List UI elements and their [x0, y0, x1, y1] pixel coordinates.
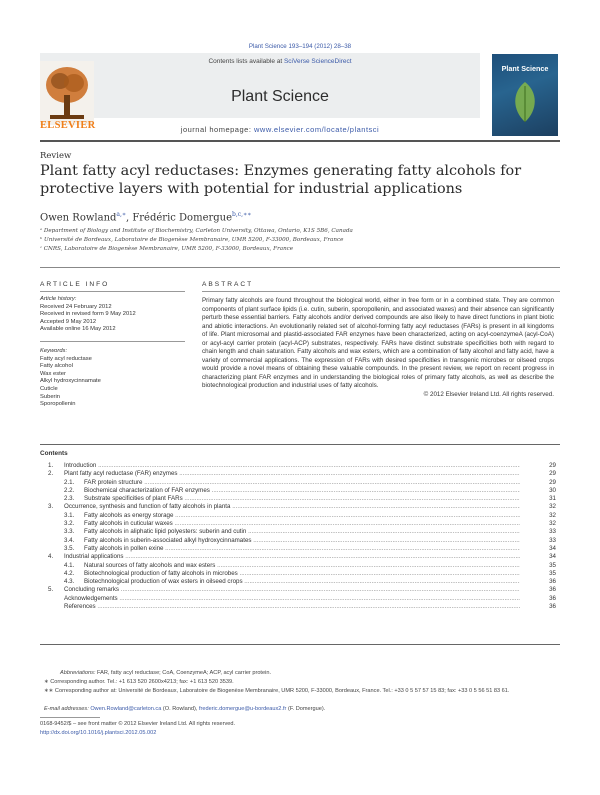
- toc-page: 34: [549, 553, 556, 561]
- toc-page: 35: [549, 569, 556, 577]
- toc-label: Industrial applications .....: [64, 553, 520, 560]
- toc-row[interactable]: [40, 562, 560, 570]
- journal-title: Plant Science: [231, 88, 329, 105]
- toc-row[interactable]: [40, 578, 560, 586]
- toc-num: 3.5.: [64, 544, 75, 552]
- toc-page: 33: [549, 536, 556, 544]
- history-revised: Received in revised form 9 May 2012: [40, 311, 136, 318]
- contents-prefix: Contents lists available at: [208, 58, 284, 65]
- toc-label: Fatty alcohols in cuticular waxes .....: [84, 520, 520, 527]
- toc-num: 3.1.: [64, 511, 75, 519]
- article-section: Review: [40, 151, 72, 161]
- keywords-rule: [40, 341, 185, 342]
- toc-page: 35: [549, 561, 556, 569]
- abstract-text: Primary fatty alcohols are found throughout the biological world, either in free form or in a combined state. They are common components of plant surface lipids (i.e. cutin, suberin, sporopollenin, and associated waxes) and their absence can significantly perturb these essential barriers. Fatty alcohols and/or derived compounds are also likely to have direct functions in plant biotic and abiotic interactions. An evolutionarily related set of alcohol-forming fatty acyl reductases (FARs) is present in all kingdoms of life. Plant microsomal and plastid-associated FAR enzymes have been characterized, acting on acyl-coenzymeA (acyl-CoA) or acyl-acyl carrier protein (acyl-ACP) substrates, respectively. FARs have distinct substrate specificities both with regard to chain length and chain saturation. Fatty alcohols and wax esters, which are a combination of fatty alcohol and fatty acid, have a variety of commercial applications. The expression of FARs with desired specificities in transgenic microbes or oilseed crops would provide a novel means of obtaining these valuable compounds. In the present review, we report on recent progress in characterizing plant FAR enzymes and in understanding the biological roles of primary fatty alcohols, as well as describe the biotechnological production and industrial uses of fatty alcohols.: [202, 297, 554, 390]
- toc-page: 29: [549, 462, 556, 469]
- toc-num: 3.3.: [64, 528, 75, 536]
- toc-row[interactable]: [40, 537, 560, 545]
- email-2-note: (F. Domergue).: [286, 706, 326, 712]
- toc-label: Introduction .....: [64, 462, 520, 469]
- contents-bottom-rule: [40, 644, 560, 645]
- author-2: Frédéric Domergue: [132, 212, 233, 224]
- journal-homepage: [130, 125, 430, 134]
- toc-label: Fatty alcohols as energy storage .....: [84, 512, 520, 519]
- toc-row[interactable]: [40, 470, 560, 478]
- journal-citation: Plant Science 193–194 (2012) 28–38: [248, 43, 352, 50]
- toc-row[interactable]: [40, 586, 560, 594]
- keyword: Sporopollenin: [40, 401, 76, 408]
- toc-row[interactable]: [40, 487, 560, 495]
- toc-row[interactable]: [40, 528, 560, 536]
- header-rule: [40, 140, 560, 142]
- toc-label: Concluding remarks .....: [64, 586, 520, 593]
- toc-label: Biotechnological production of fatty alcohols in microbes .....: [84, 570, 520, 577]
- toc-page: 36: [549, 603, 556, 611]
- toc-label: Fatty alcohols in suberin-associated alkyl hydroxycinnamates .....: [84, 537, 520, 544]
- toc-num: 2.2.: [64, 486, 75, 494]
- affiliation-b: ᵇ Université de Bordeaux, Laboratoire de Biogenèse Membranaire, UMR 5200, F-33000, Bordeaux, France: [40, 237, 344, 243]
- keyword: Alkyl hydroxycinnamate: [40, 378, 101, 385]
- toc-label: Acknowledgements .....: [64, 595, 520, 602]
- toc-page: 36: [549, 594, 556, 602]
- toc-page: 32: [549, 511, 556, 519]
- title-block-rule: [40, 267, 560, 268]
- toc-num: 4.: [48, 553, 54, 561]
- author-2-marks[interactable]: b,c,∗∗: [232, 211, 252, 218]
- email-link-rowland[interactable]: Owen.Rowland@carleton.ca: [90, 706, 162, 712]
- cover-title: Plant Science: [501, 64, 549, 73]
- doi-link[interactable]: http://dx.doi.org/10.1016/j.plantsci.2012.05.002: [40, 730, 157, 736]
- history-received: Received 24 February 2012: [40, 303, 112, 310]
- email-label: E-mail addresses:: [44, 706, 91, 712]
- abbreviations-label: Abbreviations:: [60, 670, 96, 676]
- toc-label: Biochemical characterization of FAR enzymes .....: [84, 487, 520, 494]
- keywords-label: Keywords:: [40, 348, 68, 354]
- keyword: Suberin: [40, 393, 60, 400]
- corresponding-author-1: ∗ Corresponding author. Tel.: +1 613 520 2600x4213; fax: +1 613 520 3539.: [44, 679, 234, 685]
- history-accepted: Accepted 9 May 2012: [40, 318, 97, 325]
- copyright-notice: © 2012 Elsevier Ireland Ltd. All rights reserved.: [423, 391, 554, 399]
- toc-page: 33: [549, 528, 556, 536]
- affiliation-a: ᵃ Department of Biology and Institute of Biochemistry, Carleton University, Ottawa, Ontario, K1S 5B6, Canada: [40, 228, 353, 234]
- abstract-rule: [202, 291, 560, 292]
- toc-num: 2.1.: [64, 478, 75, 486]
- toc-num: 3.4.: [64, 536, 75, 544]
- toc-label: Occurrence, synthesis and function of fatty alcohols in planta .....: [64, 503, 520, 510]
- toc-num: 4.3.: [64, 578, 75, 586]
- toc-num: 5.: [48, 586, 54, 594]
- author-1-marks[interactable]: a,∗: [116, 211, 126, 218]
- elsevier-tree-logo: [40, 57, 94, 129]
- toc-row[interactable]: [40, 503, 560, 511]
- toc-row[interactable]: [40, 545, 560, 553]
- abbreviations-text: FAR, fatty acyl reductase; CoA, CoenzymeA; ACP, acyl carrier protein.: [95, 670, 272, 676]
- publisher-name: ELSEVIER: [40, 120, 96, 131]
- history-label: Article history:: [40, 296, 77, 302]
- toc-label: FAR protein structure .....: [84, 479, 520, 486]
- toc-num: 2.3.: [64, 495, 75, 503]
- toc-row[interactable]: [40, 495, 560, 503]
- abstract-body: [202, 297, 554, 400]
- toc-label: Fatty alcohols in pollen exine .....: [84, 545, 520, 552]
- abstract-heading: ABSTRACT: [202, 281, 254, 288]
- toc-row[interactable]: [40, 520, 560, 528]
- contents-top-rule: [40, 444, 560, 445]
- toc-page: 36: [549, 586, 556, 594]
- toc-row[interactable]: [40, 479, 560, 487]
- toc-label: Fatty alcohols in aliphatic lipid polyesters: suberin and cutin .....: [84, 528, 520, 535]
- history-online: Available online 16 May 2012: [40, 326, 116, 333]
- toc-row[interactable]: [40, 512, 560, 520]
- author-list: [40, 211, 251, 223]
- author-separator: ,: [125, 212, 133, 224]
- toc-label: Substrate specificities of plant FARs .....: [84, 495, 520, 502]
- email-link-domergue[interactable]: frederic.domergue@u-bordeaux2.fr: [198, 706, 287, 712]
- toc-label: References .....: [64, 603, 520, 610]
- homepage-url[interactable]: www.elsevier.com/locate/plantsci: [254, 125, 380, 134]
- toc-page: 31: [549, 495, 556, 503]
- toc-row[interactable]: [40, 462, 560, 470]
- doi-line: [40, 730, 156, 736]
- toc-num: 3.: [48, 503, 54, 511]
- article-info-rule: [40, 291, 185, 292]
- email-1-note: (O. Rowland),: [161, 706, 199, 712]
- abbreviations-note: [60, 670, 271, 676]
- toc-num: 1.: [48, 462, 54, 469]
- toc-row[interactable]: [40, 553, 560, 561]
- toc-page: 29: [549, 478, 556, 486]
- contents-heading: Contents: [40, 450, 68, 457]
- affiliation-c: ᶜ CNRS, Laboratoire de Biogenèse Membranaire, UMR 5200, F-33000, Bordeaux, France: [40, 246, 294, 252]
- article-title: Plant fatty acyl reductases: Enzymes generating fatty alcohols for protective layers with potential for industrial applications: [40, 163, 522, 197]
- homepage-prefix: journal homepage:: [180, 125, 254, 134]
- toc-num: 2.: [48, 470, 54, 478]
- toc-page: 32: [549, 520, 556, 528]
- toc-row[interactable]: [40, 603, 560, 611]
- toc-row[interactable]: [40, 595, 560, 603]
- toc-label: Natural sources of fatty alcohols and wax esters .....: [84, 562, 520, 569]
- toc-page: 32: [549, 503, 556, 511]
- corresponding-author-2: ∗∗ Corresponding author at: Université de Bordeaux, Laboratoire de Biogenèse Membranaire, UMR 5200, F-33000, Bordeaux, France. Tel.: +33 0 5 57 57 15 83; fax: +33 0 5 56 51 83 61.: [44, 688, 510, 694]
- toc-num: 3.2.: [64, 520, 75, 528]
- toc-page: 34: [549, 544, 556, 552]
- sciencedirect-link[interactable]: SciVerse ScienceDirect: [283, 58, 352, 65]
- toc-page: 36: [549, 578, 556, 586]
- keyword: Wax ester: [40, 370, 66, 377]
- keyword: Cuticle: [40, 385, 58, 392]
- toc-num: 4.2.: [64, 569, 75, 577]
- footnote-rule: [40, 717, 100, 718]
- keyword: Fatty acyl reductase: [40, 355, 92, 362]
- article-history: [40, 296, 190, 334]
- toc-label: Plant fatty acyl reductase (FAR) enzymes .....: [64, 470, 520, 477]
- keyword: Fatty alcohol: [40, 363, 73, 370]
- article-info-heading: ARTICLE INFO: [40, 281, 110, 288]
- toc-label: Biotechnological production of wax esters in oilseed crops .....: [84, 578, 520, 585]
- email-addresses: [44, 706, 325, 712]
- issn-line: 0168-9452/$ – see front matter © 2012 Elsevier Ireland Ltd. All rights reserved.: [40, 721, 236, 727]
- toc-num: 4.1.: [64, 561, 75, 569]
- author-1: Owen Rowland: [40, 212, 117, 224]
- contents-available-line: [130, 58, 430, 65]
- toc-row[interactable]: [40, 570, 560, 578]
- toc-page: 29: [549, 470, 556, 478]
- leaf-icon: [508, 80, 542, 124]
- toc-page: 30: [549, 486, 556, 494]
- table-of-contents: [40, 462, 560, 611]
- keywords: [40, 348, 190, 409]
